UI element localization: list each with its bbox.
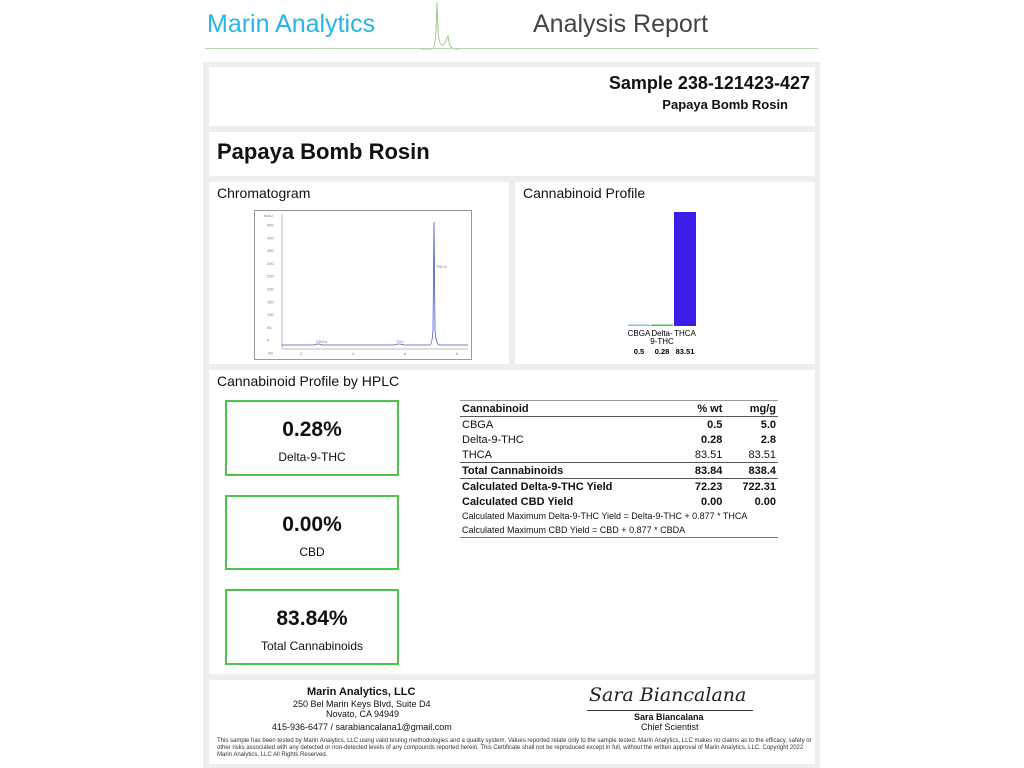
signature-line bbox=[587, 710, 753, 711]
value-label: 0.5 bbox=[633, 347, 645, 356]
sample-panel bbox=[209, 67, 815, 126]
card-value: 0.28% bbox=[282, 418, 342, 441]
product-name: Papaya Bomb Rosin bbox=[217, 139, 430, 164]
chromatogram-title: Chromatogram bbox=[217, 185, 311, 201]
x-tick-label: 8 bbox=[456, 351, 459, 356]
category-label: CBGA bbox=[627, 329, 651, 338]
cell-pct: 0.00 bbox=[700, 495, 723, 508]
cell-mg: 5.0 bbox=[760, 418, 776, 431]
product-name-panel bbox=[209, 132, 815, 176]
peak-logo-icon bbox=[420, 0, 460, 50]
col-pct-wt: % wt bbox=[680, 401, 725, 417]
cell-pct: 83.51 bbox=[694, 448, 723, 461]
x-tick-label: 4 bbox=[352, 351, 355, 356]
signer-title: Chief Scientist bbox=[641, 722, 699, 732]
y-tick-label: 300 bbox=[267, 260, 274, 266]
y-tick-label: 0 bbox=[267, 337, 270, 343]
y-tick-label: 50 bbox=[267, 324, 272, 330]
y-tick-label: 450 bbox=[267, 222, 274, 228]
category-label: THCA bbox=[674, 329, 696, 338]
cell-name: Calculated Delta-9-THC Yield bbox=[460, 479, 680, 495]
y-tick-label: 250 bbox=[267, 273, 274, 279]
bar-delta-9-thc bbox=[651, 325, 673, 327]
bar-thca bbox=[674, 212, 696, 326]
table-row bbox=[460, 417, 778, 433]
y-tick-label: 150 bbox=[267, 299, 274, 305]
cell-mg: 0.00 bbox=[754, 495, 776, 508]
value-label: 0.28 bbox=[654, 347, 670, 356]
card-label: CBD bbox=[299, 545, 325, 559]
cell-name: Delta-9-THC bbox=[462, 433, 524, 446]
y-tick-label: 100 bbox=[267, 312, 274, 318]
profile-panel bbox=[515, 182, 815, 364]
hplc-panel bbox=[209, 370, 815, 674]
cbd-yield-row bbox=[460, 494, 778, 509]
chromatogram-panel bbox=[209, 182, 509, 364]
brand-name: Marin Analytics bbox=[207, 10, 376, 38]
cell-mg: 2.8 bbox=[760, 433, 776, 446]
formula-cbd: Calculated Maximum CBD Yield = CBD + 0.877 * CBDA bbox=[460, 523, 778, 538]
table-row bbox=[460, 432, 778, 447]
chromatogram-plot bbox=[254, 210, 472, 360]
cell-name: THCA bbox=[462, 448, 492, 461]
header-divider bbox=[205, 48, 818, 49]
sample-id: Sample 238-121423-427 bbox=[608, 73, 810, 93]
signer-name: Sara Biancalana bbox=[634, 712, 704, 722]
cell-pct: 0.28 bbox=[700, 433, 723, 446]
y-unit-label: mAU bbox=[264, 213, 273, 218]
table-header bbox=[460, 401, 778, 417]
formula-row bbox=[460, 523, 778, 538]
card-label: Total Cannabinoids bbox=[260, 639, 364, 653]
table-row bbox=[460, 447, 778, 463]
cell-pct: 83.84 bbox=[680, 463, 725, 479]
formula-thc: Calculated Maximum Delta-9-THC Yield = Delta-9-THC + 0.877 * THCA bbox=[462, 511, 748, 521]
footer-panel bbox=[209, 680, 815, 764]
sample-name: Papaya Bomb Rosin bbox=[662, 97, 788, 112]
cell-pct: 0.5 bbox=[707, 418, 723, 431]
cell-name: Total Cannabinoids bbox=[460, 463, 680, 479]
x-tick-label: 6 bbox=[404, 351, 407, 356]
report-title: Analysis Report bbox=[533, 10, 709, 38]
cell-name: Calculated CBD Yield bbox=[462, 495, 574, 508]
peak-label-thc: THC bbox=[396, 339, 405, 344]
category-label: Delta-9-THC bbox=[650, 329, 674, 346]
lab-name: Marin Analytics, LLC bbox=[307, 686, 416, 698]
cell-name: CBGA bbox=[462, 418, 494, 431]
col-mg-g: mg/g bbox=[724, 401, 778, 417]
y-tick-label: 200 bbox=[267, 286, 274, 292]
y-tick-label: -50 bbox=[267, 350, 273, 356]
x-tick-label: 2 bbox=[300, 351, 303, 356]
lab-contact: 415-936-6477 / sarabiancalana1@gmail.com bbox=[272, 722, 452, 732]
card-value: 83.84% bbox=[276, 607, 348, 630]
bar-cbga bbox=[628, 325, 650, 327]
signature: Sara Biancalana bbox=[589, 684, 747, 706]
cell-mg: 722.31 bbox=[724, 479, 778, 495]
peak-label-cbga: CBGa bbox=[316, 339, 327, 344]
cell-mg: 838.4 bbox=[724, 463, 778, 479]
card-cbd bbox=[225, 495, 399, 570]
profile-title: Cannabinoid Profile bbox=[523, 185, 646, 201]
disclaimer: This sample has been tested by Marin Analytics, LLC using valid testing methodologies and a quality system. Values reported relate only to the sample tested. Marin Analytics, LLC makes no claims as to the efficacy, safety or other risks associated with any detected or non-detected levels of any compounds reported herein. This Certificate shall not be reproduced except in full, without the written approval of Marin Analytics, LLC. Copyright 2022 Marin Analytics, LLC All Rights Reserved. bbox=[217, 738, 812, 758]
lab-address-1: 250 Bel Marin Keys Blvd, Suite D4 bbox=[293, 699, 431, 709]
lab-address-2: Novato, CA 94949 bbox=[326, 709, 400, 719]
thc-yield-row bbox=[460, 479, 778, 495]
card-total-cannabinoids bbox=[225, 589, 399, 665]
value-label: 83.51 bbox=[675, 347, 695, 356]
card-value: 0.00% bbox=[282, 513, 342, 536]
y-tick-label: 400 bbox=[267, 235, 274, 241]
formula-row bbox=[460, 509, 778, 523]
cell-mg: 83.51 bbox=[748, 448, 776, 461]
cell-pct: 72.23 bbox=[680, 479, 725, 495]
peak-label-thca: THCA bbox=[436, 264, 447, 269]
y-tick-label: 350 bbox=[267, 248, 274, 254]
col-cannabinoid: Cannabinoid bbox=[460, 401, 680, 417]
results-table bbox=[460, 400, 778, 538]
card-delta9-thc bbox=[225, 400, 399, 476]
card-label: Delta-9-THC bbox=[278, 450, 346, 464]
total-row bbox=[460, 463, 778, 479]
hplc-title: Cannabinoid Profile by HPLC bbox=[217, 373, 400, 389]
profile-bar-chart bbox=[615, 202, 735, 362]
